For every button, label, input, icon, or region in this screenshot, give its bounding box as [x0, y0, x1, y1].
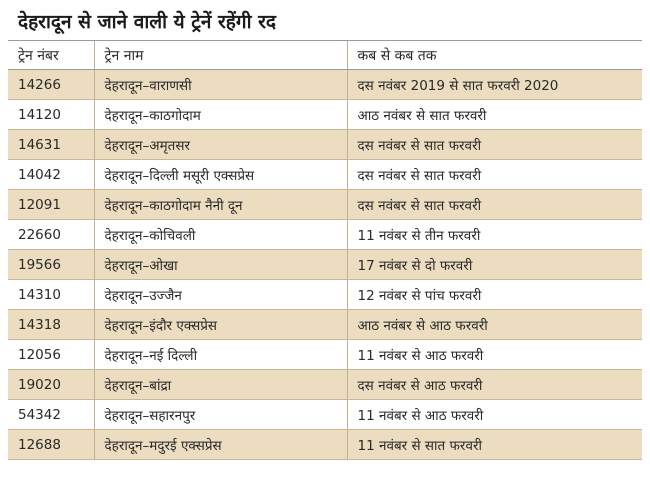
table-row [8, 70, 642, 100]
table-row [8, 400, 642, 430]
cell-train-name: देहरादून–काठगोदाम नैनी दून [94, 190, 347, 220]
cell-date-range: दस नवंबर से सात फरवरी [347, 160, 642, 190]
cell-train-name: देहरादून–दिल्ली मसूरी एक्सप्रेस [94, 160, 347, 190]
cell-train-name: देहरादून–बांद्रा [94, 370, 347, 400]
table-row [8, 340, 642, 370]
cell-date-range: दस नवंबर से सात फरवरी [347, 190, 642, 220]
cell-train-name: देहरादून–इंदौर एक्सप्रेस [94, 310, 347, 340]
cell-train-name: देहरादून–काठगोदाम [94, 100, 347, 130]
header-train-number: ट्रेन नंबर [8, 41, 94, 70]
cell-train-number: 14266 [8, 70, 94, 100]
train-cancellation-table-card [8, 4, 642, 476]
cell-train-number: 19566 [8, 250, 94, 280]
table-row [8, 100, 642, 130]
table-row [8, 280, 642, 310]
table-row [8, 430, 642, 460]
cell-train-number: 14042 [8, 160, 94, 190]
table-header-row [8, 41, 642, 70]
cell-train-number: 12688 [8, 430, 94, 460]
cell-train-name: देहरादून–उज्जैन [94, 280, 347, 310]
cell-train-name: देहरादून–सहारनपुर [94, 400, 347, 430]
cell-train-name: देहरादून–वाराणसी [94, 70, 347, 100]
cell-train-number: 12056 [8, 340, 94, 370]
cell-train-name: देहरादून–अमृतसर [94, 130, 347, 160]
table-row [8, 130, 642, 160]
cell-date-range: 11 नवंबर से आठ फरवरी [347, 400, 642, 430]
cell-train-name: देहरादून–कोचिवली [94, 220, 347, 250]
table-row [8, 190, 642, 220]
cell-train-number: 19020 [8, 370, 94, 400]
table-row [8, 160, 642, 190]
table-row [8, 220, 642, 250]
cell-date-range: दस नवंबर से आठ फरवरी [347, 370, 642, 400]
cell-date-range: दस नवंबर 2019 से सात फरवरी 2020 [347, 70, 642, 100]
cell-date-range: आठ नवंबर से आठ फरवरी [347, 310, 642, 340]
cell-train-number: 14631 [8, 130, 94, 160]
cell-train-number: 14318 [8, 310, 94, 340]
header-train-name: ट्रेन नाम [94, 41, 347, 70]
cell-train-number: 54342 [8, 400, 94, 430]
cell-date-range: 17 नवंबर से दो फरवरी [347, 250, 642, 280]
cell-date-range: 11 नवंबर से सात फरवरी [347, 430, 642, 460]
cell-train-number: 12091 [8, 190, 94, 220]
table-row [8, 250, 642, 280]
cell-date-range: दस नवंबर से सात फरवरी [347, 130, 642, 160]
trains-table [8, 41, 642, 460]
cell-train-number: 14120 [8, 100, 94, 130]
header-date-range: कब से कब तक [347, 41, 642, 70]
cell-date-range: 12 नवंबर से पांच फरवरी [347, 280, 642, 310]
table-row [8, 310, 642, 340]
cell-train-number: 22660 [8, 220, 94, 250]
cell-date-range: आठ नवंबर से सात फरवरी [347, 100, 642, 130]
cell-train-name: देहरादून–मदुरई एक्सप्रेस [94, 430, 347, 460]
cell-train-name: देहरादून–नई दिल्ली [94, 340, 347, 370]
cell-train-number: 14310 [8, 280, 94, 310]
cell-date-range: 11 नवंबर से तीन फरवरी [347, 220, 642, 250]
table-row [8, 370, 642, 400]
cell-train-name: देहरादून–ओखा [94, 250, 347, 280]
table-title: देहरादून से जाने वाली ये ट्रेनें रहेंगी रद [8, 4, 642, 41]
cell-date-range: 11 नवंबर से आठ फरवरी [347, 340, 642, 370]
